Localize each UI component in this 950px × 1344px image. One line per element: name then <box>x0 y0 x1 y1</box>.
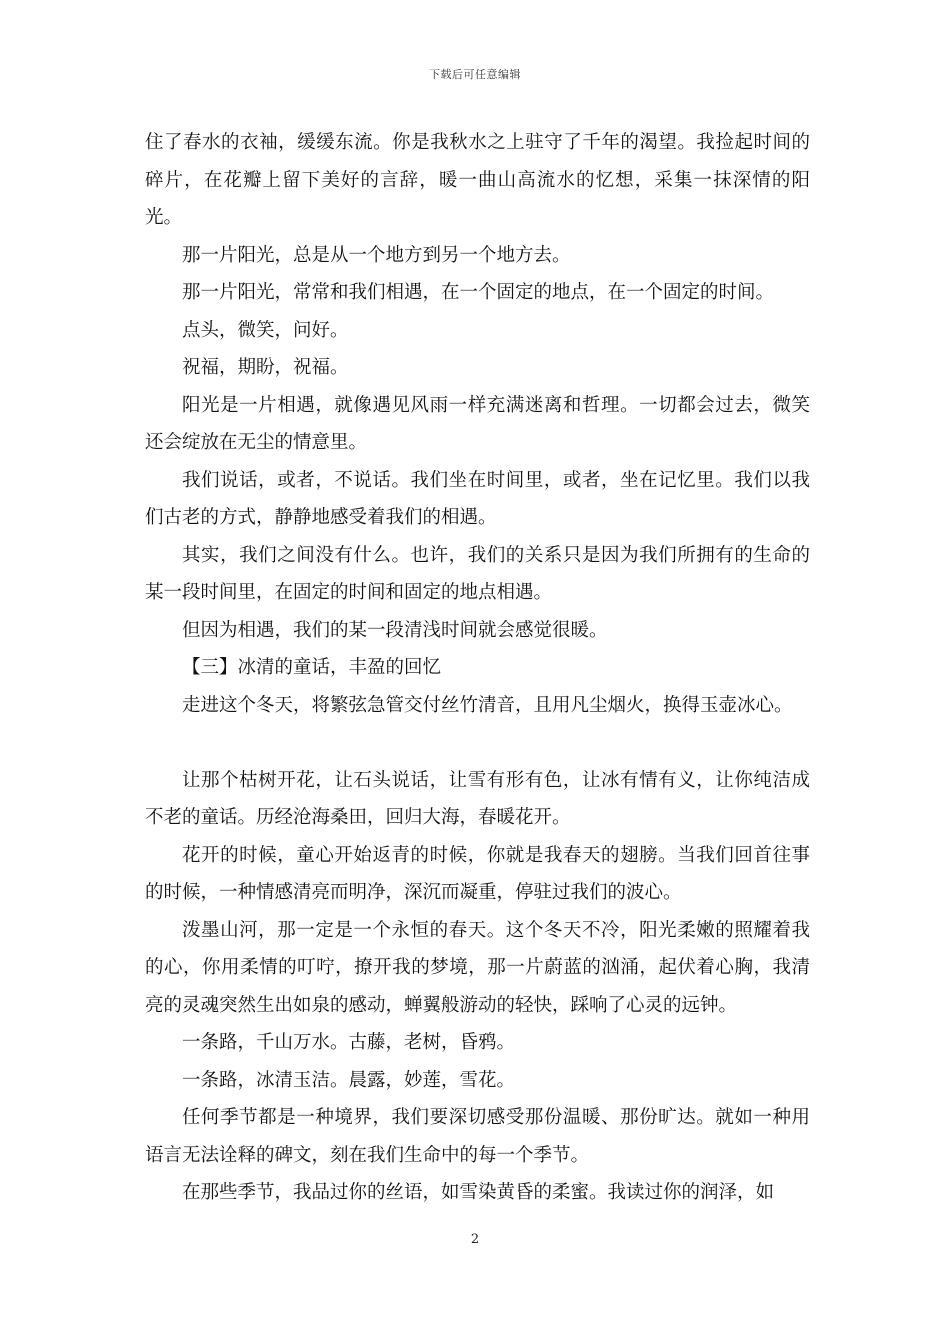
paragraph: 一条路，冰清玉洁。晨露，妙莲，雪花。 <box>182 1069 516 1091</box>
paragraph: 走进这个冬天，将繁弦急管交付丝竹清音，且用凡尘烟火，换得玉壶冰心。 <box>182 694 793 716</box>
paragraph: 但因为相遇，我们的某一段清浅时间就会感觉很暖。 <box>182 619 608 641</box>
paragraph: 泼墨山河，那一定是一个永恒的春天。这个冬天不冷，阳光柔嫩的照耀着我的心，你用柔情的叮咛，撩开我的梦境，那一片蔚蓝的汹涌，起伏着心胸，我清亮的灵魂突然生出如泉的感动，蝉翼般游动的轻快，踩响了心灵的远钟。 <box>145 919 810 1016</box>
paragraph: 那一片阳光，总是从一个地方到另一个地方去。 <box>182 244 571 266</box>
page-number: 2 <box>470 1232 480 1247</box>
blank-line <box>145 724 810 762</box>
paragraph: 让那个枯树开花，让石头说话，让雪有形有色，让冰有情有义，让你纯洁成不老的童话。历经沧海桑田，回归大海，春暖花开。 <box>145 769 810 828</box>
paragraph: 那一片阳光，常常和我们相遇，在一个固定的地点，在一个固定的时间。 <box>182 282 775 303</box>
paragraph: 我们说话，或者，不说话。我们坐在时间里，或者，坐在记忆里。我们以我们古老的方式，静静地感受着我们的相遇。 <box>145 469 810 528</box>
paragraph: 阳光是一片相遇，就像遇见风雨一样充满迷离和哲理。一切都会过去，微笑还会绽放在无尘的情意里。 <box>145 394 810 453</box>
paragraph: 花开的时候，童心开始返青的时候，你就是我春天的翅膀。当我们回首往事的时候，一种情感清亮而明净，深沉而凝重，停驻过我们的波心。 <box>145 844 810 903</box>
paragraph: 祝福，期盼，祝福。 <box>182 357 349 378</box>
page-header: 下载后可任意编辑 <box>429 68 521 81</box>
paragraph: 一条路，千山万水。古藤，老树，昏鸦。 <box>182 1032 516 1053</box>
paragraph: 其实，我们之间没有什么。也许，我们的关系只是因为我们所拥有的生命的某一段时间里，在固定的时间和固定的地点相遇。 <box>145 544 810 603</box>
paragraph: 【三】冰清的童话，丰盈的回忆 <box>182 657 442 678</box>
paragraph: 点头，微笑，问好。 <box>182 319 349 341</box>
document-body <box>145 124 810 1212</box>
paragraph: 住了春水的衣袖，缓缓东流。你是我秋水之上驻守了千年的渴望。我捡起时间的碎片，在花瓣上留下美好的言辞，暖一曲山高流水的忆想，采集一抹深情的阳光。 <box>145 132 810 228</box>
paragraph: 任何季节都是一种境界，我们要深切感受那份温暖、那份旷达。就如一种用语言无法诠释的碑文，刻在我们生命中的每一个季节。 <box>145 1107 810 1166</box>
paragraph: 在那些季节，我品过你的丝语，如雪染黄昏的柔蜜。我读过你的润泽，如 <box>182 1182 775 1203</box>
